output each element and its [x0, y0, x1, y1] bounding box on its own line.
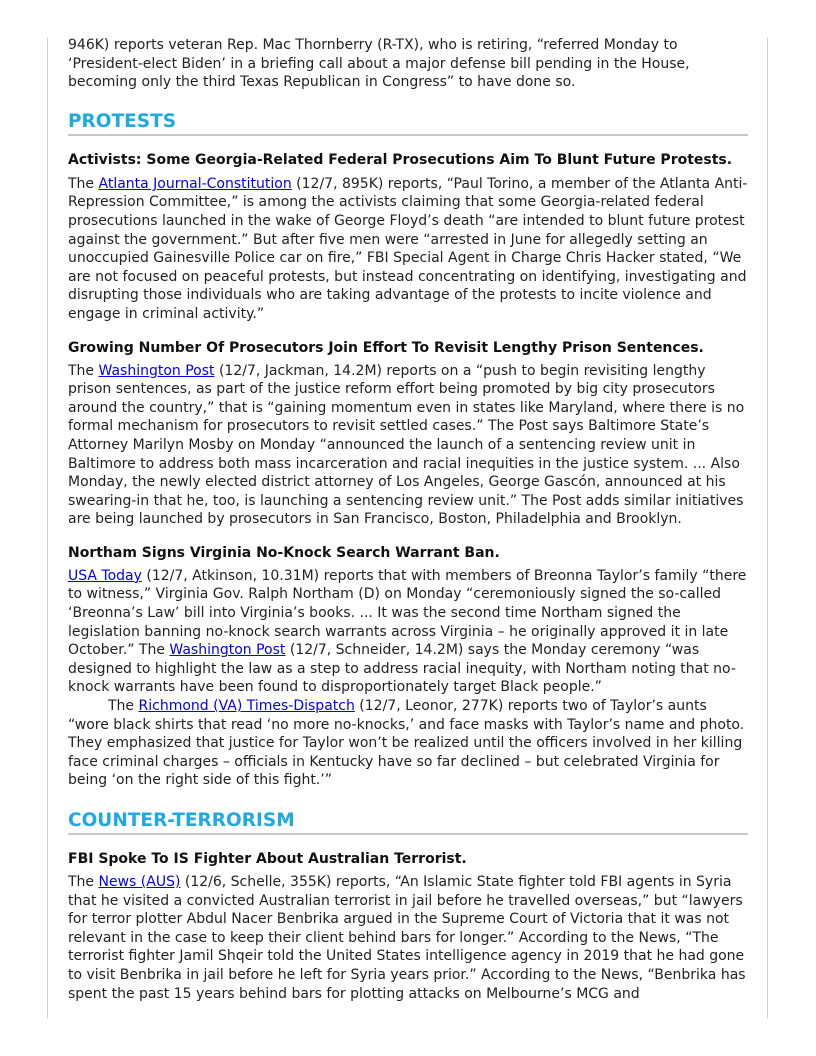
story-title: Growing Number Of Prosecutors Join Effort To Revisit Lengthy Prison Sentences.: [68, 339, 704, 356]
story-body: The News (AUS) (12/6, Schelle, 355K) reports, “An Islamic State fighter told FBI agents in Syria that he visited a convicted Australian terrorist in jail before he travelled overseas,” but “lawyers for terror plotter Abdul Nacer Benbrika argued in the Supreme Court of Victoria that it was not relevant in the case to keep their client behind bars for longer.” According to the News, “The terrorist fighter Jamil Shqeir told the United States intelligence agency in 2019 that he had gone to visit Benbrika in jail before he left for Syria years prior.” According to the News, “Benbrika has spent the past 15 years behind bars for plotting attacks on Melbourne’s MCG and: [68, 874, 746, 1002]
story-body: The Richmond (VA) Times-Dispatch (12/7, Leonor, 277K) reports two of Taylor’s aunts “wore black shirts that read ‘no more no-knocks,’ and face masks with Taylor’s name and photo. They emphasized that justice for Taylor won’t be realized until the officers involved in her killing face criminal charges – officials in Kentucky have so far declined – but celebrated Virginia for being ‘on the right side of this fight.’”: [68, 698, 745, 789]
source-link-washington-post[interactable]: Washington Post: [169, 642, 286, 659]
story-title: FBI Spoke To IS Fighter About Australian Terrorist.: [68, 851, 467, 867]
story-title: Northam Signs Virginia No-Knock Search Warrant Ban.: [68, 544, 500, 561]
source-link-news-aus[interactable]: News (AUS): [98, 874, 181, 890]
section-heading-protests: PROTESTS: [68, 111, 748, 136]
source-link-usa-today[interactable]: USA Today: [68, 567, 142, 584]
story-body: The Washington Post (12/7, Jackman, 14.2M) reports on a “push to begin revisiting lengthy prison sentences, as part of the justice reform effort being promoted by big city prosecutors around the country,” that is “gaining momentum even in states like Maryland, where there is no formal mechanism for prosecutors to revisit settled cases.” The Post says Baltimore State’s Attorney Marilyn Mosby on Monday “announced the launch of a sentencing review unit in Baltimore to address both mass incarceration and racial inequities in the justice system. ... Also Monday, the newly elected district attorney of Los Angeles, George Gascón, announced at his swearing-in that he, too, is launching a sentencing review unit.” The Post adds similar initiatives are being launched by prosecutors in San Francisco, Boston, Philadelphia and Brooklyn.: [68, 362, 745, 528]
story-title: Activists: Some Georgia-Related Federal Prosecutions Aim To Blunt Future Protests.: [68, 151, 733, 168]
story-body: USA Today (12/7, Atkinson, 10.31M) reports that with members of Breonna Taylor’s family “there to witness,” Virginia Gov. Ralph Northam (D) on Monday “ceremoniously signed the so-called ‘Breonna’s Law’ bill into Virginia’s books. ... It was the second time Northam signed the legislation banning no-knock search warrants across Virginia – he originally approved it in late October.” The Washington Post (12/7, Schneider, 14.2M) says the Monday ceremony “was designed to highlight the law as a step to address racial inequity, with Northam noting that no-knock warrants have been found to disproportionately target Black people.”: [68, 567, 747, 696]
source-link-richmond-times-dispatch[interactable]: Richmond (VA) Times-Dispatch: [138, 698, 355, 715]
document-body: [68, 36, 748, 1003]
source-link-ajc[interactable]: Atlanta Journal-Constitution: [98, 175, 292, 192]
page-border-right: [767, 38, 768, 1018]
source-link-washington-post[interactable]: Washington Post: [98, 362, 215, 379]
page-border-left: [47, 38, 48, 1018]
intro-paragraph: 946K) reports veteran Rep. Mac Thornberry (R-TX), who is retiring, “referred Monday to ‘President-elect Biden’ in a briefing call about a major defense bill pending in the House, becoming only the third Texas Republican in Congress” to have done so.: [68, 37, 690, 91]
section-heading-counter-terrorism: COUNTER-TERRORISM: [68, 810, 748, 835]
story-body: The Atlanta Journal-Constitution (12/7, 895K) reports, “Paul Torino, a member of the Atlanta Anti-Repression Committee,” is among the activists claiming that some Georgia-related federal prosecutions launched in the wake of George Floyd’s death “are intended to blunt future protest against the government.” But after five men were “arrested in June for allegedly setting an unoccupied Gainesville Police car on fire,” FBI Special Agent in Charge Chris Hacker stated, “We are not focused on peaceful protests, but instead concentrating on identifying, investigating and disrupting those individuals who are taking advantage of the protests to incite violence and engage in criminal activity.”: [68, 175, 748, 322]
